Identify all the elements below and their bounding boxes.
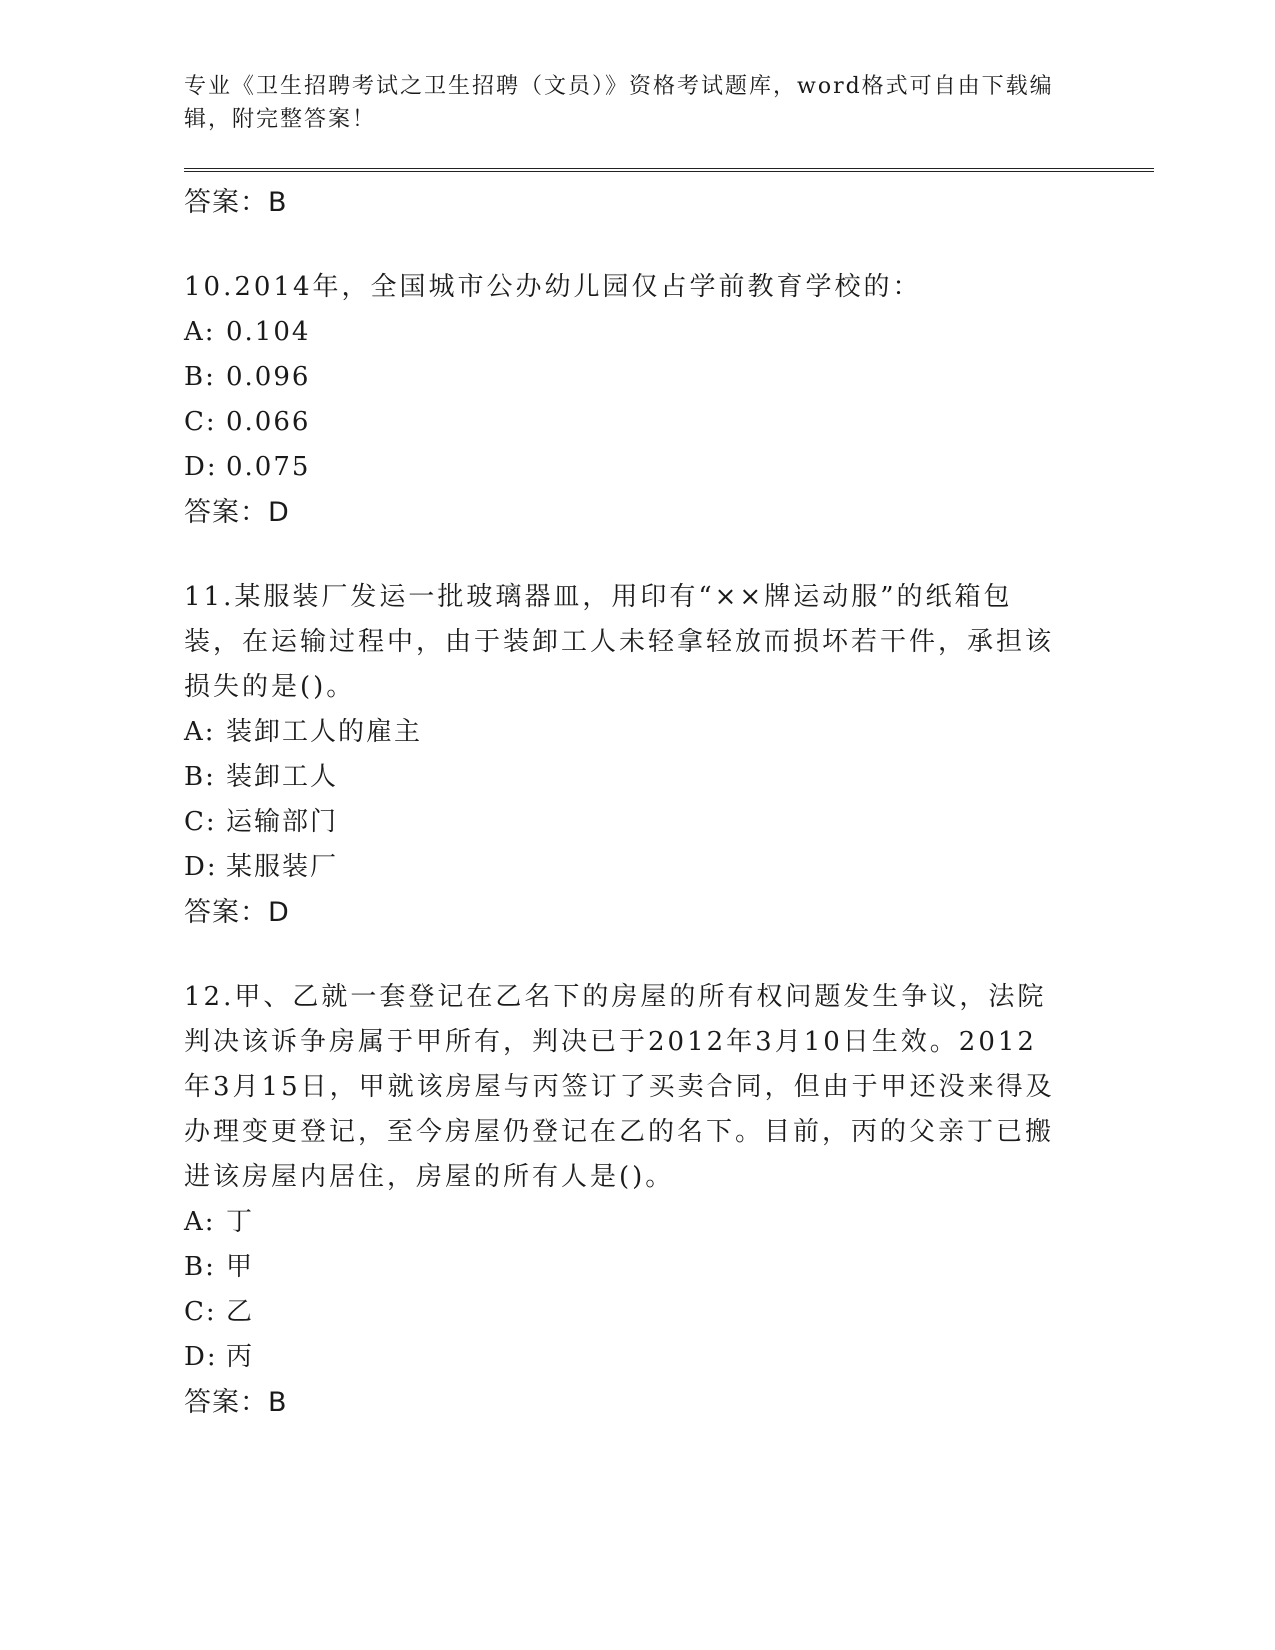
- option-text: 0.104: [226, 317, 311, 347]
- option-key: C:: [184, 807, 217, 837]
- option-a: [184, 1200, 1154, 1245]
- option-text: 某服装厂: [226, 852, 339, 882]
- option-c: [184, 800, 1154, 845]
- option-text: 0.075: [226, 452, 311, 482]
- option-text: 甲: [226, 1252, 255, 1282]
- option-b: [184, 755, 1154, 800]
- answer-line: 答案：B: [184, 1387, 288, 1418]
- option-c: [184, 1290, 1154, 1335]
- question-stem: 12.甲、乙就一套登记在乙名下的房屋的所有权问题发生争议，法院判决该诉争房属于甲所有，判决已于2012年3月10日生效。2012年3月15日，甲就该房屋与丙签订了买卖合同，但由于甲还没来得及办理变更登记，至今房屋仍登记在乙的名下。目前，丙的父亲丁已搬进该房屋内居住，房屋的所有人是()。: [184, 982, 1055, 1192]
- question-11: [184, 575, 1154, 935]
- option-key: C:: [184, 1297, 217, 1327]
- document-header: 专业《卫生招聘考试之卫生招聘（文员）》资格考试题库，word格式可自由下载编辑，附完整答案！: [184, 74, 1054, 132]
- option-text: 装卸工人的雇主: [226, 717, 423, 747]
- option-d: [184, 1335, 1154, 1380]
- answer-line: 答案：B: [184, 187, 288, 218]
- option-text: 丙: [226, 1342, 255, 1372]
- option-key: A:: [184, 1207, 216, 1237]
- option-d: [184, 445, 1154, 490]
- answer-line: 答案：D: [184, 497, 290, 528]
- document-page: [184, 70, 1154, 1425]
- option-key: B:: [184, 362, 216, 392]
- option-key: B:: [184, 762, 216, 792]
- option-text: 乙: [226, 1297, 255, 1327]
- option-key: D:: [184, 852, 218, 882]
- option-b: [184, 355, 1154, 400]
- option-b: [184, 1245, 1154, 1290]
- option-key: C:: [184, 407, 217, 437]
- option-key: B:: [184, 1252, 216, 1282]
- header-divider: [184, 168, 1154, 172]
- option-key: D:: [184, 452, 218, 482]
- option-c: [184, 400, 1154, 445]
- question-10: [184, 265, 1154, 535]
- option-key: D:: [184, 1342, 218, 1372]
- option-a: [184, 710, 1154, 755]
- option-text: 丁: [226, 1207, 255, 1237]
- option-text: 0.096: [226, 362, 311, 392]
- option-a: [184, 310, 1154, 355]
- question-stem: 11.某服装厂发运一批玻璃器皿，用印有“××牌运动服”的纸箱包装，在运输过程中，由于装卸工人未轻拿轻放而损坏若干件，承担该损失的是()。: [184, 582, 1055, 702]
- option-key: A:: [184, 717, 216, 747]
- option-d: [184, 845, 1154, 890]
- answer-line: 答案：D: [184, 897, 290, 928]
- option-text: 装卸工人: [226, 762, 339, 792]
- option-text: 0.066: [226, 407, 311, 437]
- question-stem: 10.2014年，全国城市公办幼儿园仅占学前教育学校的：: [184, 272, 922, 302]
- option-key: A:: [184, 317, 216, 347]
- option-text: 运输部门: [226, 807, 339, 837]
- question-12: [184, 975, 1154, 1425]
